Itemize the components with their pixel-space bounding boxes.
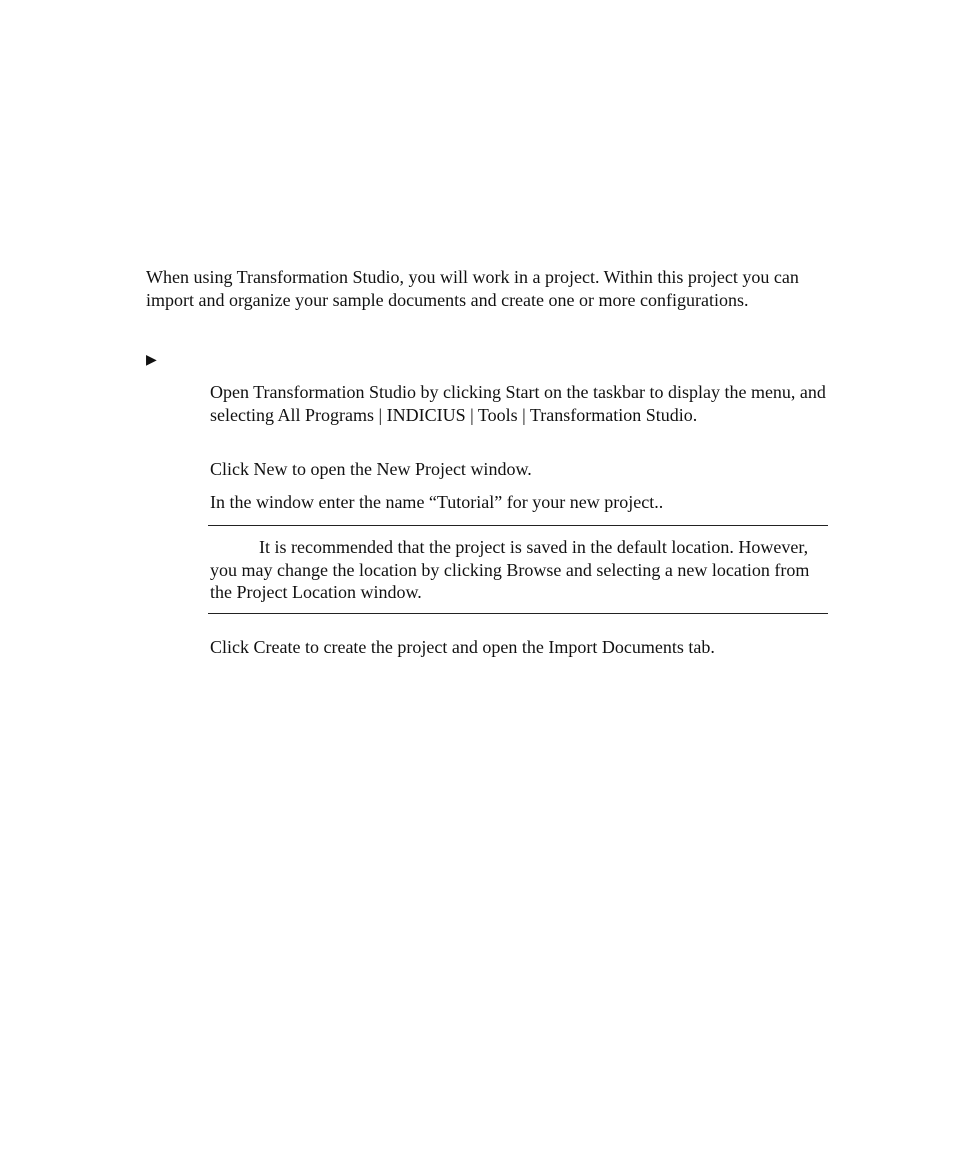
note-box (208, 525, 828, 614)
intro-paragraph: When using Transformation Studio, you will work in a project. Within this project you can import and organize your sample documents and create one or more configurations. (146, 267, 799, 310)
procedure-step-4: Click Create to create the project and open the Import Documents tab. (210, 637, 715, 657)
procedure-step-3: In the window enter the name “Tutorial” for your new project.. (210, 492, 664, 512)
procedure-step-2: Click New to open the New Project window. (210, 459, 532, 479)
note-text: It is recommended that the project is saved in the default location. However, you may change the location by clicking Browse and selecting a new location from the Project Location window. (210, 537, 810, 602)
triangle-right-icon: ▶ (146, 352, 157, 368)
procedure-step-1: Open Transformation Studio by clicking Start on the taskbar to display the menu, and selecting All Programs | INDICIUS | Tools | Transformation Studio. (210, 382, 826, 425)
